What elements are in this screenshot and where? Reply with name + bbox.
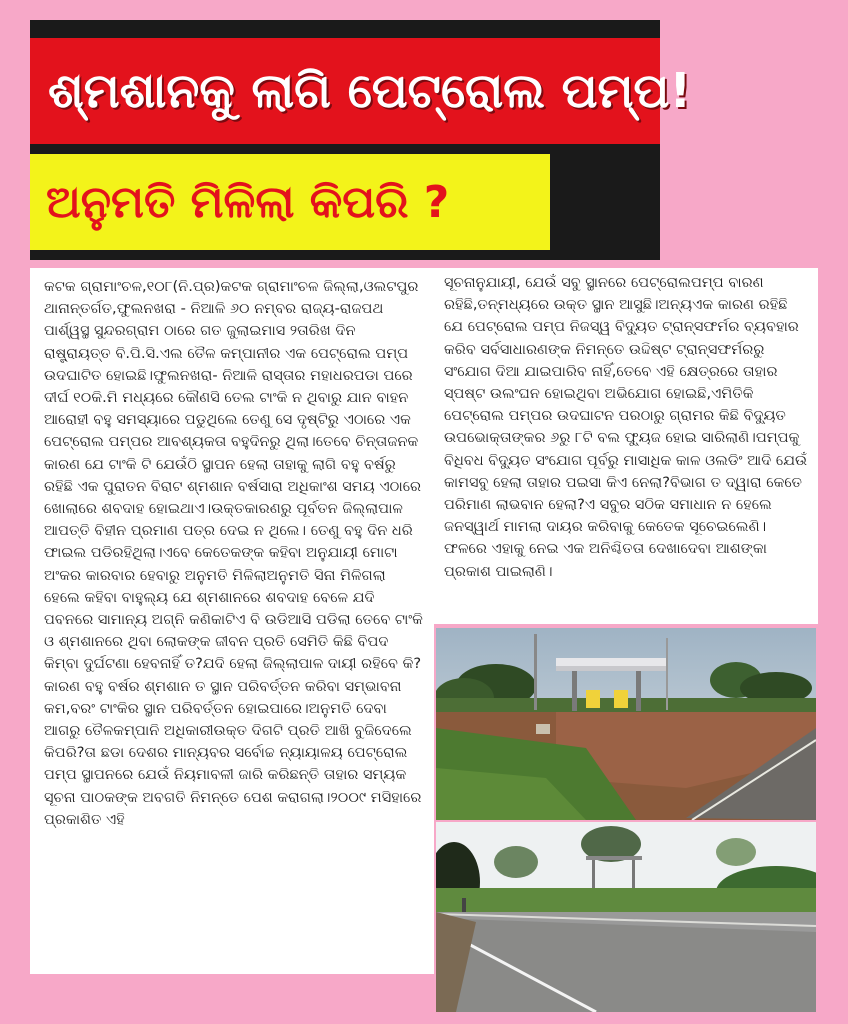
petrol-pump-photo <box>436 628 816 820</box>
highway-road-photo <box>436 822 816 1012</box>
headline-red-band <box>30 38 692 144</box>
headline-subtitle: ଅନୁମତି ମିଳିଲା କିପରି ? <box>46 176 450 228</box>
article-text-left: କଟକ ଗ୍ରାମାଂଚଳ,୧୦୮(ନି.ପ୍ର)କଟକ ଗ୍ରାମାଂଚଳ ଜିଲ୍ଲା,ଓଲଟପୁର ଥାନାନ୍ତର୍ଗତ,ଫୁଲନଖରା - ନିଆଳି ୬୦ ନମ୍ବର ରାଜ୍ୟ-ରାଜପଥ ପାର୍ଶ୍ୱସ୍ଥ ସୁନ୍ଦରଗ୍ରାମ ଠାରେ ଗତ ଜୁଲାଇମାସ ୨ତାରିଖ ଦିନ ରାଷ୍ଟ୍ରାୟତ୍ତ ବି.ପି.ସି.ଏଲ ତୈଳ କମ୍ପାନୀର ଏକ ପେଟ୍ରୋଲ ପମ୍ପ ଉଦଘାଟିତ ହୋଇଛି।ଫୁଲନଖରା- ନିଆଳି ରାସ୍ତାର ମହାଧରପଡା ପରେ ଦୀର୍ଘ ୧୦କି.ମି ମଧ୍ୟରେ କୌଣସି ତେଲ ଟାଂକି ନ ଥିବାରୁ ଯାନ ବାହନ ଆରୋହୀ ବହୁ ସମସ୍ୟାରେ ପଡୁଥିଲେ ତେଣୁ ସେ ଦୃଷ୍ଟିରୁ ଏଠାରେ ଏକ ପେଟ୍ରୋଲ ପମ୍ପର ଆବଶ୍ୟକତା ବହୁଦିନରୁ ଥିଲା।ତେବେ ଚିନ୍ତାଜନକ କାରଣ ଯେ ଟାଂକି ଟି ଯେଉଁଠି ସ୍ଥାପନ ହେଲା ତାହାକୁ ଲାଗି ବହୁ ବର୍ଷରୁ ରହିଛି ଏକ ପୁରାତନ ବିରାଟ ଶ୍ମଶାନ ବର୍ଷସାରା ଅଧିକାଂଶ ସମୟ ଏଠାରେ ଖୋଲାରେ ଶବଦାହ ହୋଇଥାଏ।ଉକ୍ତକାରଣରୁ ପୂର୍ବତନ ଜିଲ୍ଲାପାଳ ଆପତ୍ତି ବିହୀନ ପ୍ରମାଣ ପତ୍ର ଦେଇ ନ ଥିଲେ। ତେଣୁ ବହୁ ଦିନ ଧରି ଫାଇଲ ପଡିରହିଥିଲା।ଏବେ କେତେକଙ୍କ କହିବା ଅନୁଯାୟୀ ମୋଟା ଅଂକର କାରବାର ହେବାରୁ ଅନୁମତି ମିଳିଲାଅନୁମତି ସିନା ମିଳିଗଲା ହେଲେ କହିବା ବାହୁଲ୍ୟ ଯେ ଶ୍ମଶାନରେ ଶବଦାହ ବେଳେ ଯଦି ପବନରେ ସାମାନ୍ୟ ଅଗ୍ନି କଣିକାଟିଏ ବି ଉଡିଆସି ପଡିଲା ତେବେ ଟାଂକି ଓ ଶ୍ମଶାନରେ ଥିବା ଲୋକଙ୍କ ଜୀବନ ପ୍ରତି ସେମିତି କିଛି ବିପଦ କିମ୍ବା ଦୁର୍ଘଟଣା ହେବନାହିଁ ତ?ଯଦି ହେଲା ଜିଲ୍ଲାପାଳ ଦାୟୀ ରହିବେ କି?କାରଣ ବହୁ ବର୍ଷର ଶ୍ମଶାନ ତ ସ୍ଥାନ ପରିବର୍ତ୍ତନ କରିବା ସମ୍ଭାବନା କମ,ବରଂ ଟାଂକିର ସ୍ଥାନ ପରିବର୍ତ୍ତନ ହୋଇପାରେ।ଅନୁମତି ଦେବା ଆଗରୁ ତୈଳକମ୍ପାନି ଅଧିକାରୀଉକ୍ତ ଦିଗଟି ପ୍ରତି ଆଖି ବୁଜିଦେଲେ କିପରି?ତା ଛଡା ଦେଶର ମାନ୍ୟବର ସର୍ବୋଚ୍ଚ ନ୍ୟାୟାଳୟ ପେଟ୍ରୋଲ ପମ୍ପ ସ୍ଥାପନରେ ଯେଉଁ ନିୟମାବଳୀ ଜାରି କରିଛନ୍ତି ତାହାର ସମ୍ୟକ ସୂଚନା ପାଠକଙ୍କ ଅବଗତି ନିମନ୍ତେ ପେଶ କରାଗଲା।୨୦୦୯ ମସିହାରେ ପ୍ରକାଶିତ ଏହି <box>44 278 423 828</box>
headline-banner <box>30 20 692 260</box>
headline-yellow-band <box>30 154 550 250</box>
article-column-left <box>30 268 434 974</box>
headline-title: ଶ୍ମଶାନକୁ ଲାଗି ପେଟ୍ରୋଲ ପମ୍ପ! <box>48 62 692 119</box>
article-text-right: ସୂଚନାନୁଯାୟୀ, ଯେଉଁ ସବୁ ସ୍ଥାନରେ ପେଟ୍ରୋଲପମ୍ପ ବାରଣ ରହିଛି,ତନ୍ମଧ୍ୟରେ ଉକ୍ତ ସ୍ଥାନ ଆସୁଛି।ଅନ୍ୟଏକ କାରଣ ରହିଛି ଯେ ପେଟ୍ରୋଲ ପମ୍ପ ନିଜସ୍ୱ ବିଦ୍ୟୁତ ଟ୍ରାନ୍ସଫର୍ମର ବ୍ୟବହାର କରିବ ସର୍ବସାଧାରଣଙ୍କ ନିମନ୍ତେ ଉଦ୍ଦିଷ୍ଟ ଟ୍ରାନ୍ସଫର୍ମରରୁ ସଂଯୋଗ ଦିଆ ଯାଇପାରିବ ନାହିଁ,ତେବେ ଏହି କ୍ଷେତ୍ରରେ ତାହାର ସ୍ପଷ୍ଟ ଉଲଂଘନ ହୋଇଥିବା ଅଭିଯୋଗ ହୋଇଛି,ଏମିତିକି ପେଟ୍ରୋଲ ପମ୍ପର ଉଦଘାଟନ ପରଠାରୁ ଗ୍ରାମର କିଛି ବିଦ୍ୟୁତ ଉପଭୋକ୍ତାଙ୍କର ୬ରୁ ୮ଟି ବଲ ଫ୍ୟୁଜ ହୋଇ ସାରିଲାଣି।ପମ୍ପକୁ ବିଧିବଧ ବିଦ୍ୟୁତ ସଂଯୋଗ ପୂର୍ବରୁ ମାସାଧିକ କାଳ ଓଲଡିଂ ଆଦି ଯେଉଁ କାମସବୁ ହେଲା ତାହାର ପଇସା କିଏ ନେଲା?ବିଭାଗ ତ ଦ୍ୱାରା କେତେ ପରିମାଣ ଲାଭବାନ ହେଲା?ଏ ସବୁର ସଠିକ ସମାଧାନ ନ ହେଲେ ଜନସ୍ୱାର୍ଥ ମାମଲା ଦାୟର କରିବାକୁ କେତେକ ସୂଚେଇଲେଣି।ଫଳରେ ଏହାକୁ ନେଇ ଏକ ଅନିଶ୍ଚିତତା ଦେଖାଦେବା ଆଶଙ୍କା ପ୍ରକାଶ ପାଇଲାଣି। <box>444 274 808 580</box>
article-column-right <box>434 268 818 624</box>
